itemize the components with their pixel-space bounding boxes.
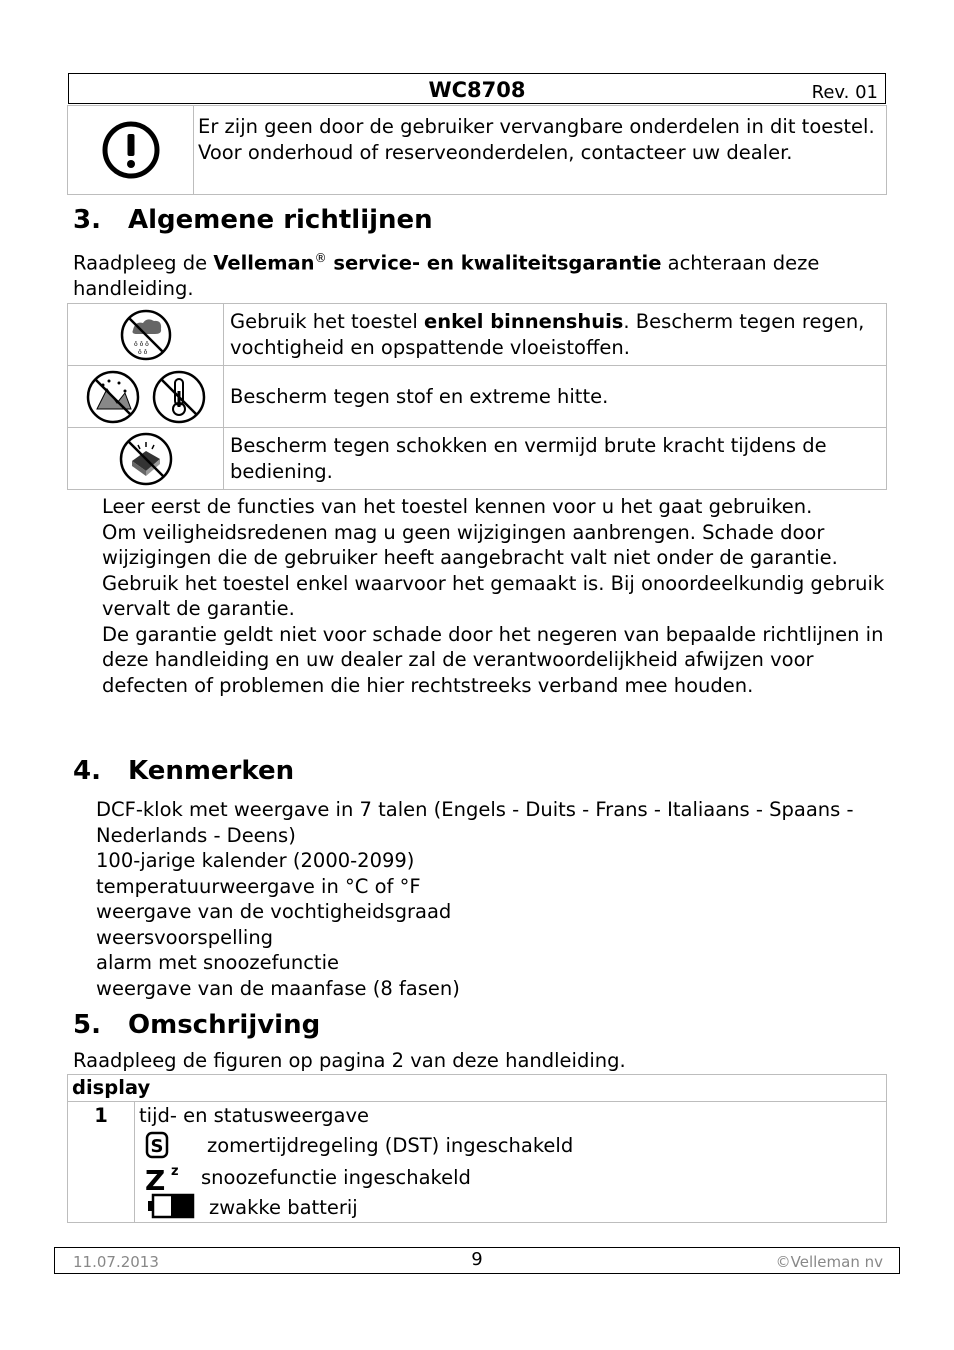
- revision-label: Rev. 01: [811, 82, 878, 103]
- dust-heat-text: Bescherm tegen stof en extreme hitte.: [230, 385, 609, 408]
- safety-table: [67, 303, 887, 490]
- display-table-header: display: [68, 1075, 887, 1102]
- list-item: DCF-klok met weergave in 7 talen (Engels - Duits - Frans - Italiaans - Spaans - Nederlands - Deens): [96, 798, 854, 847]
- dst-line: S zomertijdregeling (DST) ingeschakeld: [139, 1129, 886, 1161]
- section-3-heading: 3. Algemene richtlijnen: [73, 205, 433, 235]
- features-list: [96, 797, 886, 1001]
- list-item: weergave van de maanfase (8 fasen): [96, 976, 460, 1000]
- row-number-cell: 1: [68, 1102, 135, 1223]
- snooze-line: Z z snoozefunctie ingeschakeld: [139, 1161, 886, 1193]
- row-content-cell: [135, 1102, 887, 1223]
- battery-line: zwakke batterij: [139, 1193, 886, 1221]
- section-3-intro: Raadpleeg de Velleman® service- en kwaliteitsgarantie achteraan deze handleiding.: [73, 251, 820, 300]
- page-number: 9: [471, 1249, 483, 1270]
- svg-text:z: z: [171, 1164, 179, 1179]
- list-item: weersvoorspelling: [96, 925, 274, 949]
- warning-text: Er zijn geen door de gebruiker vervangbare onderdelen in dit toestel. Voor onderhoud of reserveonderdelen, contacteer uw dealer.: [198, 115, 875, 164]
- list-item: 100-jarige kalender (2000-2099): [96, 849, 415, 872]
- svg-text:Z: Z: [145, 1164, 166, 1192]
- svg-text:ô ô ô: ô ô ô: [133, 340, 149, 348]
- paragraph: Gebruik het toestel enkel waarvoor het gemaakt is. Bij onoordeelkundig gebruik vervalt de garantie.: [102, 571, 885, 620]
- dust-heat-icon-cell: [68, 366, 224, 428]
- dst-icon: [145, 1131, 171, 1159]
- no-heat-thermometer-icon: [151, 369, 207, 425]
- indoor-text: Gebruik het toestel enkel binnenshuis. Bescherm tegen regen, vochtigheid en opspattende vloeistoffen.: [230, 310, 865, 359]
- footer-date: 11.07.2013: [73, 1253, 159, 1271]
- no-dust-icon: [85, 369, 141, 425]
- list-item: weergave van de vochtigheidsgraad: [96, 900, 452, 923]
- no-rain-icon: [119, 308, 173, 362]
- display-table: [67, 1074, 887, 1223]
- shock-icon-cell: [68, 428, 224, 490]
- footer-copyright: ©Velleman nv: [775, 1253, 883, 1271]
- indoor-icon-cell: [68, 304, 224, 366]
- low-battery-icon: [147, 1193, 197, 1221]
- svg-text:ô ô: ô ô: [137, 348, 147, 356]
- section-3-paragraphs: [102, 494, 892, 698]
- list-item: temperatuurweergave in °C of °F: [96, 874, 421, 898]
- paragraph: Leer eerst de functies van het toestel kennen voor u het gaat gebruiken.: [102, 495, 813, 518]
- exclamation-icon: [101, 120, 161, 180]
- model-title: WC8708: [428, 78, 526, 102]
- page-header: [68, 73, 886, 104]
- paragraph: Om veiligheidsredenen mag u geen wijzigingen aanbrengen. Schade door wijzigingen die de gebruiker heeft aangebracht valt niet onder de garantie.: [102, 520, 838, 569]
- section-5-heading: 5. Omschrijving: [73, 1010, 321, 1040]
- snooze-icon: [145, 1162, 185, 1192]
- dust-heat-text-cell: [224, 366, 887, 428]
- section-5-intro: Raadpleeg de figuren op pagina 2 van deze handleiding.: [73, 1049, 626, 1072]
- page-footer: [54, 1247, 900, 1274]
- no-shock-icon: [118, 431, 174, 487]
- warning-table: [67, 105, 887, 195]
- warning-text-cell: [194, 106, 887, 195]
- row-title: tijd- en statusweergave: [139, 1104, 370, 1127]
- shock-text: Bescherm tegen schokken en vermijd brute kracht tijdens de bediening.: [230, 434, 827, 483]
- shock-text-cell: [224, 428, 887, 490]
- paragraph: De garantie geldt niet voor schade door het negeren van bepaalde richtlijnen in deze handleiding en uw dealer zal de verantwoordelijkheid afwijzen voor defecten of problemen die hier rechtstreeks verband mee houden.: [102, 622, 884, 697]
- warning-icon-cell: [68, 106, 194, 195]
- list-item: alarm met snoozefunctie: [96, 951, 339, 974]
- svg-text:S: S: [150, 1136, 164, 1157]
- section-4-heading: 4. Kenmerken: [73, 756, 295, 786]
- indoor-text-cell: [224, 304, 887, 366]
